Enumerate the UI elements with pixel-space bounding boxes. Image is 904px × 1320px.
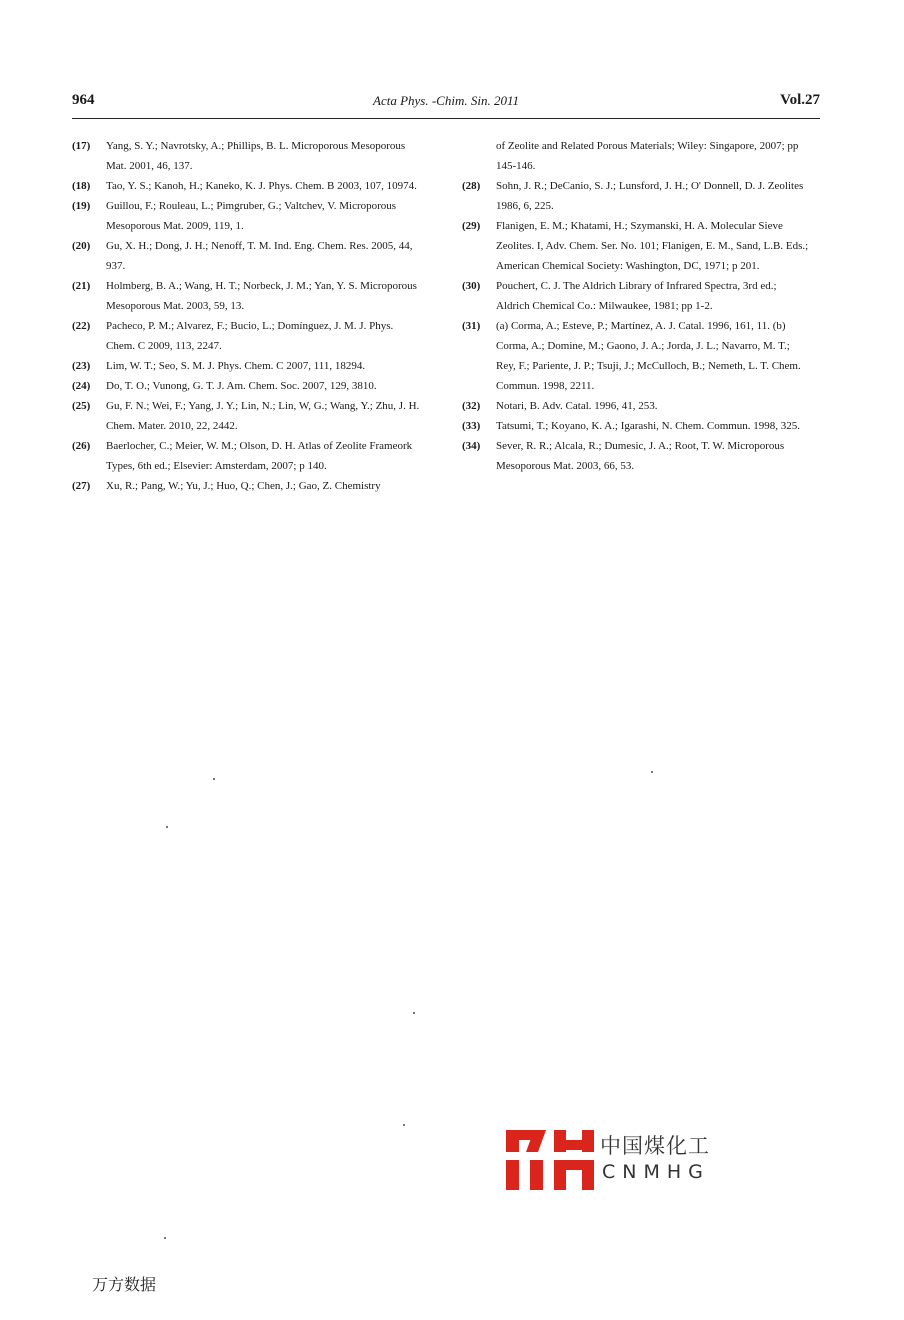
reference-continuation: of Zeolite and Related Porous Materials; Wiley: Singapore, 2007; pp 145-146. [496,140,799,172]
reference-number: (32) [462,400,481,412]
reference-text: Tatsumi, T.; Koyano, K. A.; Igarashi, N. Chem. Commun. 1998, 325. [496,420,801,432]
scan-speck [413,1012,415,1014]
reference-item [72,476,422,496]
scan-speck [213,778,215,780]
reference-text: Gu, X. H.; Dong, J. H.; Nenoff, T. M. Ind. Eng. Chem. Res. 2005, 44, 937. [106,240,413,272]
reference-text: Flanigen, E. M.; Khatami, H.; Szymanski, H. A. Molecular Sieve Zeolites. I, Adv. Chem. Ser. No. 101; Flanigen, E. M., Sand, L.B. Eds.; American Chemical Society: Washington, DC, 1971; p 201. [496,220,809,272]
reference-item [72,236,422,276]
reference-text: Tao, Y. S.; Kanoh, H.; Kaneko, K. J. Phys. Chem. B 2003, 107, 10974. [106,180,417,192]
reference-item [72,196,422,236]
reference-number: (24) [72,380,91,392]
reference-item [462,176,812,216]
reference-number: (23) [72,360,91,372]
reference-number: (29) [462,220,481,232]
reference-number: (19) [72,200,91,212]
scan-speck [166,826,168,828]
reference-item [72,376,422,396]
reference-text: Baerlocher, C.; Meier, W. M.; Olson, D. H. Atlas of Zeolite Frameork Types, 6th ed.; Elsevier: Amsterdam, 2007; p 140. [106,440,413,472]
scan-speck [164,1237,166,1239]
reference-text: Do, T. O.; Vunong, G. T. J. Am. Chem. Soc. 2007, 129, 3810. [106,380,377,392]
reference-number: (17) [72,140,91,152]
cnmhg-logo-mark [506,1128,596,1192]
reference-number: (30) [462,280,481,292]
reference-text: (a) Corma, A.; Esteve, P.; Martínez, A. J. Catal. 1996, 161, 11. (b) Corma, A.; Domine, M.; Gaono, J. A.; Jorda, J. L.; Navarro, M. T.; Rey, F.; Pariente, J. P.; Tsuji, J.; McCulloch, B.; Nemeth, L. T. Chem. Commun. 1998, 2211. [496,320,801,392]
reference-item [72,136,422,176]
reference-text: Pacheco, P. M.; Alvarez, F.; Bucio, L.; Domínguez, J. M. J. Phys. Chem. C 2009, 113, 2247. [106,320,394,352]
reference-number: (26) [72,440,91,452]
reference-number: (22) [72,320,91,332]
volume-label: Vol.27 [780,92,820,108]
logo-latin-text: CNMHG [602,1161,710,1183]
journal-title: Acta Phys. -Chim. Sin. 2011 [373,93,519,108]
reference-number: (25) [72,400,91,412]
reference-item [72,396,422,436]
reference-text: Xu, R.; Pang, W.; Yu, J.; Huo, Q.; Chen, J.; Gao, Z. Chemistry [106,480,381,492]
reference-text: Notari, B. Adv. Catal. 1996, 41, 253. [496,400,658,412]
reference-number: (20) [72,240,91,252]
reference-item [462,416,812,436]
reference-text: Sohn, J. R.; DeCanio, S. J.; Lunsford, J. H.; O' Donnell, D. J. Zeolites 1986, 6, 225. [496,180,804,212]
page-number: 964 [72,92,95,108]
running-header [72,92,820,114]
reference-number: (31) [462,320,481,332]
reference-item [462,396,812,416]
reference-item [462,216,812,276]
reference-item [462,316,812,396]
scan-speck [403,1124,405,1126]
header-rule [72,118,820,119]
reference-text: Sever, R. R.; Alcala, R.; Dumesic, J. A.; Root, T. W. Microporous Mesoporous Mat. 2003, 66, 53. [496,440,785,472]
reference-item [72,316,422,356]
reference-number: (18) [72,180,91,192]
reference-item [72,356,422,376]
scan-speck [651,771,653,773]
reference-number: (28) [462,180,481,192]
reference-text: Pouchert, C. J. The Aldrich Library of Infrared Spectra, 3rd ed.; Aldrich Chemical Co.: Milwaukee, 1981; pp 1-2. [496,280,777,312]
reference-text: Lim, W. T.; Seo, S. M. J. Phys. Chem. C 2007, 111, 18294. [106,360,366,372]
reference-item [72,276,422,316]
references-right-column [462,136,812,476]
references-left-column [72,136,422,496]
reference-number: (27) [72,480,91,492]
reference-item [462,436,812,476]
reference-number: (33) [462,420,481,432]
reference-item [72,436,422,476]
reference-text: Holmberg, B. A.; Wang, H. T.; Norbeck, J. M.; Yan, Y. S. Microporous Mesoporous Mat. 2003, 59, 13. [106,280,417,312]
wanfang-watermark: 万方数据 [92,1275,157,1294]
reference-item [72,176,422,196]
reference-item [462,276,812,316]
logo-chinese-text: 中国煤化工 [600,1134,710,1158]
reference-text: Guillou, F.; Rouleau, L.; Pimgruber, G.; Valtchev, V. Microporous Mesoporous Mat. 2009, 119, 1. [106,200,397,232]
reference-text: Yang, S. Y.; Navrotsky, A.; Phillips, B. L. Microporous Mesoporous Mat. 2001, 46, 137. [106,140,406,172]
reference-number: (21) [72,280,91,292]
reference-number: (34) [462,440,481,452]
reference-text: Gu, F. N.; Wei, F.; Yang, J. Y.; Lin, N.; Lin, W, G.; Wang, Y.; Zhu, J. H. Chem. Mater. 2010, 22, 2442. [106,400,420,432]
cnmhg-logo [506,1128,716,1192]
